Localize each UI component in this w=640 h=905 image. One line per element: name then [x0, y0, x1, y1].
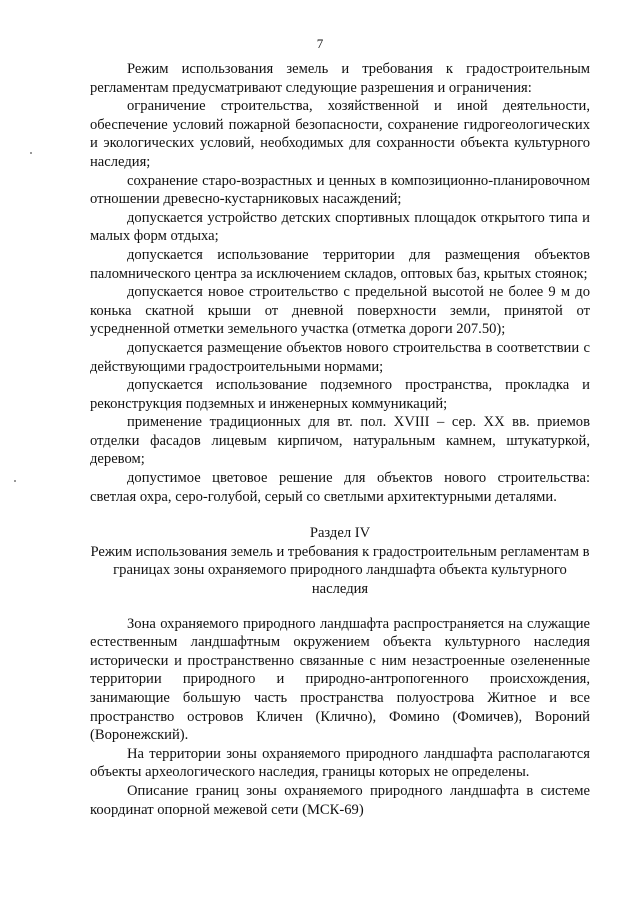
paragraph: Режим использования земель и требования к градостроительным регламентам предусматривают следующие разрешения и ограничения: [90, 61, 590, 96]
section-title: Раздел IV [309, 525, 371, 542]
paragraph: Описание границ зоны охраняемого природного ландшафта в системе координат опорной межевой сети (МСК-69) [90, 782, 590, 818]
section-heading: Режим использования земель и требования к градостроительным регламентам в границах зоны охраняемого природного ландшафта объекта культурного наследия [90, 543, 590, 598]
paragraph: сохранение старо-возрастных и ценных в композиционно-планировочном отношении древесно-кустарниковых насаждений; [90, 172, 590, 208]
paragraph: На территории зоны охраняемого природного ландшафта располагаются объекты археологического наследия, границы которых не определены. [90, 745, 590, 781]
paragraph: Зона охраняемого природного ландшафта распространяется на служащие естественным ландшафтным окружением объекта культурного наследия исторически и пространственно связанные с ним незастроенные озелененные территории природного и природно-антропогенного происхождения, занимающие большую часть пространства полуострова Житное и все пространство островов Кличен (Клично), Фомино (Фомичев), Вороний (Воронежский). [90, 615, 590, 744]
paragraph: допускается размещение объектов нового строительства в соответствии с действующими градостроительными нормами; [90, 339, 590, 375]
paragraph: допускается использование территории для размещения объектов паломнического центра за исключением складов, оптовых баз, крытых стоянок; [90, 246, 590, 282]
document-body [90, 60, 590, 819]
paragraph: ограничение строительства, хозяйственной и иной деятельности, обеспечение условий пожарной безопасности, сохранение гидрогеологических и экологических условий, необходимых для сохранности объекта культурного наследия; [90, 98, 590, 170]
paragraph: допускается устройство детских спортивных площадок открытого типа и малых форм отдыха; [90, 209, 590, 245]
scan-speck [14, 480, 16, 482]
paragraph: допускается использование подземного пространства, прокладка и реконструкция подземных и инженерных коммуникаций; [90, 377, 590, 412]
scan-speck [30, 152, 32, 154]
paragraph: допустимое цветовое решение для объектов нового строительства: светлая охра, серо-голубой, серый со светлыми архитектурными деталями. [90, 470, 590, 505]
paragraph: применение традиционных для вт. пол. XVIII – сер. XX вв. приемов отделки фасадов лицевым кирпичом, натуральным камнем, штукатуркой, деревом; [90, 414, 590, 468]
page-number: 7 [316, 36, 324, 51]
paragraph: допускается новое строительство с предельной высотой не более 9 м до конька скатной крыши от дневной поверхности земли, принятой от усредненной отметки земельного участка (отметка дороги 207.50); [90, 284, 590, 338]
